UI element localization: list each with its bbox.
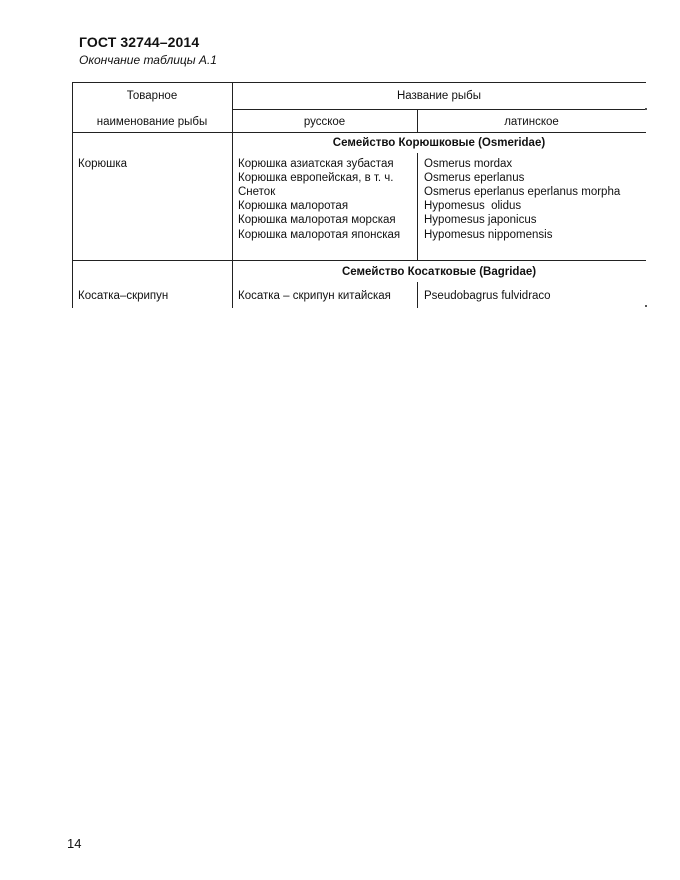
trade-name-cell: Корюшка <box>78 158 128 170</box>
russian-name: Косатка – скрипун китайская <box>238 290 391 302</box>
latin-name: Hypomesus olidus <box>424 200 522 212</box>
latin-name: Osmerus mordax <box>424 158 513 170</box>
header-latin: латинское <box>504 116 559 128</box>
trade-name-cell: Косатка–скрипун <box>78 290 169 302</box>
header-subdivider <box>232 109 646 110</box>
group-separator <box>72 260 646 261</box>
header-fish-name: Название рыбы <box>396 90 482 102</box>
family-heading: Семейство Косатковые (Bagridae) <box>341 266 537 278</box>
document-title: ГОСТ 32744–2014 <box>79 34 200 50</box>
latin-name: Osmerus eperlanus <box>424 172 525 184</box>
page-number: 14 <box>67 836 82 851</box>
latin-name: Hypomesus nippomensis <box>424 229 553 241</box>
russian-name: Корюшка азиатская зубастая <box>238 158 394 170</box>
header-trade-name-line1: Товарное <box>126 90 178 102</box>
table-top-border <box>72 82 646 83</box>
header-bottom-border <box>72 132 646 133</box>
column-divider-latin-group1 <box>417 153 418 260</box>
latin-name: Osmerus eperlanus eperlanus morpha <box>424 186 621 198</box>
family-heading: Семейство Корюшковые (Osmeridae) <box>332 137 546 149</box>
continuation-mark <box>645 305 647 307</box>
continuation-mark <box>645 108 647 110</box>
russian-name: Корюшка европейская, в т. ч. <box>238 172 394 184</box>
latin-name: Hypomesus japonicus <box>424 214 537 226</box>
table-caption: Окончание таблицы А.1 <box>79 53 217 67</box>
column-divider-latin-group2 <box>417 282 418 308</box>
russian-name: Снеток <box>238 186 276 198</box>
fish-names-table <box>72 82 646 308</box>
russian-name: Корюшка малоротая морская <box>238 214 396 226</box>
russian-name: Корюшка малоротая японская <box>238 229 401 241</box>
latin-name: Pseudobagrus fulvidraco <box>424 290 551 302</box>
header-russian: русское <box>303 116 346 128</box>
header-trade-name-line2: наименование рыбы <box>96 116 208 128</box>
russian-name: Корюшка малоротая <box>238 200 349 212</box>
